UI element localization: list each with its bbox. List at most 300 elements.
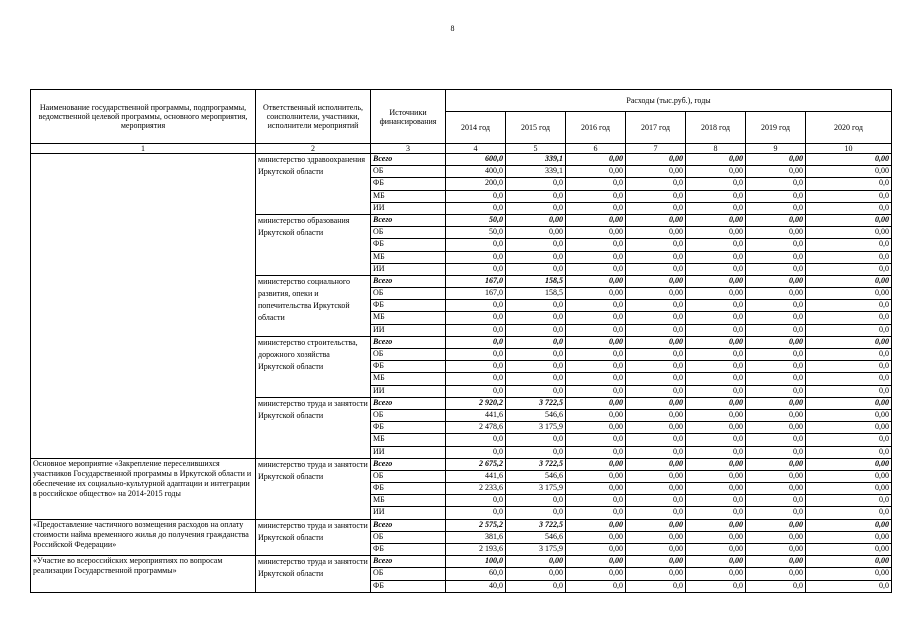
value-cell: 0,0 <box>446 446 506 458</box>
value-cell: 0,00 <box>626 531 686 543</box>
funding-source-cell: Всего <box>371 275 446 287</box>
value-cell: 0,00 <box>806 470 892 482</box>
value-cell: 0,0 <box>686 349 746 361</box>
value-cell: 0,0 <box>746 507 806 519</box>
value-cell: 3 722,5 <box>506 397 566 409</box>
value-cell: 0,0 <box>746 361 806 373</box>
value-cell: 0,0 <box>686 495 746 507</box>
value-cell: 0,00 <box>566 531 626 543</box>
header-expenses: Расходы (тыс.руб.), годы <box>446 90 892 112</box>
value-cell: 0,0 <box>446 361 506 373</box>
value-cell: 0,0 <box>626 251 686 263</box>
value-cell: 0,0 <box>806 434 892 446</box>
value-cell: 0,0 <box>806 178 892 190</box>
value-cell: 0,0 <box>506 312 566 324</box>
header-year: 2015 год <box>506 112 566 144</box>
executor-cell: министерство труда и занятости Иркутской области <box>256 458 371 519</box>
value-cell: 0,00 <box>626 422 686 434</box>
value-cell: 0,00 <box>686 154 746 166</box>
value-cell: 167,0 <box>446 288 506 300</box>
value-cell: 0,0 <box>506 300 566 312</box>
value-cell: 0,00 <box>746 531 806 543</box>
value-cell: 0,0 <box>506 190 566 202</box>
value-cell: 0,0 <box>626 434 686 446</box>
value-cell: 0,00 <box>686 519 746 531</box>
value-cell: 0,00 <box>746 275 806 287</box>
value-cell: 0,00 <box>686 568 746 580</box>
value-cell: 0,00 <box>626 288 686 300</box>
value-cell: 0,0 <box>566 434 626 446</box>
executor-cell: министерство труда и занятости Иркутской области <box>256 397 371 458</box>
value-cell: 0,00 <box>746 397 806 409</box>
value-cell: 0,0 <box>686 178 746 190</box>
funding-source-cell: ИИ <box>371 507 446 519</box>
value-cell: 0,0 <box>566 373 626 385</box>
value-cell: 3 722,5 <box>506 519 566 531</box>
page-number: 8 <box>450 24 455 33</box>
funding-source-cell: ИИ <box>371 202 446 214</box>
value-cell: 0,0 <box>446 312 506 324</box>
value-cell: 600,0 <box>446 154 506 166</box>
value-cell: 0,0 <box>806 361 892 373</box>
funding-source-cell: Всего <box>371 458 446 470</box>
value-cell: 0,00 <box>626 544 686 556</box>
value-cell: 0,00 <box>746 336 806 348</box>
funding-source-cell: ОБ <box>371 568 446 580</box>
value-cell: 0,0 <box>626 312 686 324</box>
value-cell: 546,6 <box>506 470 566 482</box>
value-cell: 0,0 <box>626 324 686 336</box>
funding-source-cell: ФБ <box>371 300 446 312</box>
executor-cell: министерство строительства, дорожного хозяйства Иркутской области <box>256 336 371 397</box>
value-cell: 0,00 <box>686 470 746 482</box>
value-cell: 167,0 <box>446 275 506 287</box>
value-cell: 0,0 <box>806 349 892 361</box>
value-cell: 0,00 <box>686 397 746 409</box>
value-cell: 0,0 <box>566 190 626 202</box>
header-executor: Ответственный исполнитель, соисполнители, участники, исполнители мероприятий <box>256 90 371 144</box>
funding-source-cell: ФБ <box>371 178 446 190</box>
measure-description <box>31 154 256 459</box>
value-cell: 50,0 <box>446 227 506 239</box>
value-cell: 0,0 <box>446 434 506 446</box>
value-cell: 0,00 <box>686 556 746 568</box>
value-cell: 0,0 <box>446 300 506 312</box>
value-cell: 0,00 <box>806 214 892 226</box>
funding-source-cell: ИИ <box>371 263 446 275</box>
funding-source-cell: ОБ <box>371 227 446 239</box>
value-cell: 0,0 <box>566 300 626 312</box>
value-cell: 158,5 <box>506 288 566 300</box>
value-cell: 0,00 <box>686 458 746 470</box>
value-cell: 3 175,9 <box>506 544 566 556</box>
value-cell: 0,0 <box>746 178 806 190</box>
value-cell: 0,00 <box>566 544 626 556</box>
value-cell: 0,0 <box>506 202 566 214</box>
value-cell: 2 478,6 <box>446 422 506 434</box>
value-cell: 339,1 <box>506 154 566 166</box>
value-cell: 0,0 <box>746 263 806 275</box>
value-cell: 0,0 <box>506 361 566 373</box>
value-cell: 2 193,6 <box>446 544 506 556</box>
value-cell: 0,0 <box>506 324 566 336</box>
value-cell: 0,00 <box>566 154 626 166</box>
value-cell: 0,0 <box>446 336 506 348</box>
value-cell: 0,0 <box>686 263 746 275</box>
value-cell: 3 722,5 <box>506 458 566 470</box>
value-cell: 0,00 <box>626 483 686 495</box>
value-cell: 0,0 <box>806 300 892 312</box>
value-cell: 0,0 <box>566 251 626 263</box>
value-cell: 0,0 <box>506 385 566 397</box>
value-cell: 0,00 <box>686 531 746 543</box>
value-cell: 0,0 <box>746 300 806 312</box>
value-cell: 0,0 <box>806 580 892 592</box>
value-cell: 0,00 <box>626 166 686 178</box>
value-cell: 2 233,6 <box>446 483 506 495</box>
value-cell: 0,0 <box>446 385 506 397</box>
value-cell: 60,0 <box>446 568 506 580</box>
value-cell: 0,0 <box>746 385 806 397</box>
value-cell: 0,0 <box>626 446 686 458</box>
value-cell: 0,0 <box>566 324 626 336</box>
value-cell: 0,0 <box>686 373 746 385</box>
value-cell: 0,0 <box>506 239 566 251</box>
funding-source-cell: ФБ <box>371 361 446 373</box>
value-cell: 0,0 <box>686 239 746 251</box>
value-cell: 0,00 <box>746 166 806 178</box>
value-cell: 0,00 <box>746 568 806 580</box>
measure-description: Основное мероприятие «Закрепление переселившихся участников Государственной программы в Иркутской области и обеспечение их социально-культурной адаптации и интеграции в российское общество» на 2014-2015 годы <box>31 458 256 519</box>
value-cell: 0,0 <box>806 507 892 519</box>
value-cell: 0,0 <box>746 202 806 214</box>
table-row <box>31 458 892 470</box>
executor-cell: министерство здравоохранения Иркутской области <box>256 154 371 215</box>
value-cell: 0,00 <box>626 397 686 409</box>
value-cell: 0,0 <box>746 446 806 458</box>
funding-source-cell: МБ <box>371 495 446 507</box>
value-cell: 0,0 <box>686 324 746 336</box>
value-cell: 0,00 <box>806 568 892 580</box>
value-cell: 0,0 <box>566 507 626 519</box>
value-cell: 0,0 <box>506 349 566 361</box>
value-cell: 0,0 <box>566 202 626 214</box>
funding-source-cell: ФБ <box>371 239 446 251</box>
value-cell: 0,0 <box>746 251 806 263</box>
value-cell: 0,0 <box>566 239 626 251</box>
value-cell: 0,00 <box>806 275 892 287</box>
value-cell: 0,0 <box>746 495 806 507</box>
value-cell: 0,00 <box>806 458 892 470</box>
value-cell: 0,0 <box>626 373 686 385</box>
value-cell: 0,00 <box>746 556 806 568</box>
value-cell: 0,0 <box>686 446 746 458</box>
column-number: 10 <box>806 144 892 154</box>
value-cell: 0,0 <box>626 507 686 519</box>
value-cell: 0,00 <box>686 275 746 287</box>
value-cell: 0,0 <box>806 373 892 385</box>
value-cell: 0,00 <box>806 227 892 239</box>
value-cell: 0,00 <box>686 544 746 556</box>
value-cell: 381,6 <box>446 531 506 543</box>
header-year: 2016 год <box>566 112 626 144</box>
value-cell: 0,00 <box>746 227 806 239</box>
value-cell: 0,00 <box>566 288 626 300</box>
value-cell: 200,0 <box>446 178 506 190</box>
value-cell: 0,0 <box>626 361 686 373</box>
value-cell: 2 675,2 <box>446 458 506 470</box>
value-cell: 0,00 <box>746 544 806 556</box>
value-cell: 0,00 <box>806 166 892 178</box>
value-cell: 0,0 <box>566 385 626 397</box>
column-number: 1 <box>31 144 256 154</box>
value-cell: 0,00 <box>566 483 626 495</box>
column-number: 2 <box>256 144 371 154</box>
funding-source-cell: Всего <box>371 214 446 226</box>
value-cell: 0,0 <box>506 178 566 190</box>
value-cell: 0,0 <box>686 300 746 312</box>
column-number: 8 <box>686 144 746 154</box>
funding-source-cell: ОБ <box>371 409 446 421</box>
value-cell: 0,0 <box>746 349 806 361</box>
value-cell: 0,0 <box>626 202 686 214</box>
value-cell: 546,6 <box>506 409 566 421</box>
funding-source-cell: ИИ <box>371 446 446 458</box>
column-number: 6 <box>566 144 626 154</box>
value-cell: 0,00 <box>806 544 892 556</box>
value-cell: 0,0 <box>626 580 686 592</box>
value-cell: 0,00 <box>626 275 686 287</box>
value-cell: 0,0 <box>746 434 806 446</box>
value-cell: 0,00 <box>806 288 892 300</box>
value-cell: 0,00 <box>806 556 892 568</box>
column-number: 3 <box>371 144 446 154</box>
value-cell: 0,0 <box>446 239 506 251</box>
header-source: Источники финансирования <box>371 90 446 144</box>
value-cell: 0,0 <box>446 349 506 361</box>
value-cell: 0,0 <box>686 251 746 263</box>
value-cell: 0,00 <box>506 568 566 580</box>
funding-source-cell: МБ <box>371 373 446 385</box>
value-cell: 0,00 <box>746 483 806 495</box>
value-cell: 0,0 <box>506 495 566 507</box>
value-cell: 0,00 <box>686 288 746 300</box>
funding-source-cell: Всего <box>371 154 446 166</box>
value-cell: 0,00 <box>806 409 892 421</box>
value-cell: 0,00 <box>746 154 806 166</box>
value-cell: 0,00 <box>746 519 806 531</box>
value-cell: 0,00 <box>566 422 626 434</box>
funding-source-cell: Всего <box>371 556 446 568</box>
funding-source-cell: Всего <box>371 397 446 409</box>
table-row <box>31 154 892 166</box>
value-cell: 0,0 <box>566 495 626 507</box>
funding-source-cell: Всего <box>371 519 446 531</box>
funding-source-cell: ОБ <box>371 470 446 482</box>
header-year: 2019 год <box>746 112 806 144</box>
value-cell: 0,0 <box>686 434 746 446</box>
value-cell: 546,6 <box>506 531 566 543</box>
value-cell: 2 920,2 <box>446 397 506 409</box>
value-cell: 0,0 <box>566 178 626 190</box>
value-cell: 0,0 <box>626 190 686 202</box>
value-cell: 0,00 <box>566 409 626 421</box>
value-cell: 0,00 <box>806 483 892 495</box>
value-cell: 0,0 <box>626 385 686 397</box>
value-cell: 0,00 <box>746 470 806 482</box>
value-cell: 3 175,9 <box>506 483 566 495</box>
value-cell: 0,0 <box>506 446 566 458</box>
value-cell: 0,0 <box>506 434 566 446</box>
value-cell: 0,00 <box>806 154 892 166</box>
value-cell: 0,0 <box>446 495 506 507</box>
value-cell: 0,00 <box>686 409 746 421</box>
value-cell: 0,0 <box>686 202 746 214</box>
value-cell: 0,0 <box>446 373 506 385</box>
value-cell: 0,0 <box>806 263 892 275</box>
value-cell: 0,0 <box>506 263 566 275</box>
value-cell: 0,00 <box>746 214 806 226</box>
funding-source-cell: ФБ <box>371 483 446 495</box>
value-cell: 0,00 <box>566 556 626 568</box>
value-cell: 0,00 <box>626 409 686 421</box>
funding-source-cell: ОБ <box>371 349 446 361</box>
value-cell: 0,00 <box>566 275 626 287</box>
column-number: 5 <box>506 144 566 154</box>
value-cell: 0,0 <box>446 251 506 263</box>
value-cell: 0,0 <box>566 349 626 361</box>
value-cell: 0,0 <box>626 495 686 507</box>
column-number: 4 <box>446 144 506 154</box>
value-cell: 0,00 <box>566 214 626 226</box>
value-cell: 0,0 <box>686 361 746 373</box>
value-cell: 0,0 <box>806 446 892 458</box>
value-cell: 0,00 <box>566 458 626 470</box>
header-name: Наименование государственной программы, подпрограммы, ведомственной целевой программы, основного мероприятия, мероприятия <box>31 90 256 144</box>
header-year: 2018 год <box>686 112 746 144</box>
value-cell: 0,0 <box>566 446 626 458</box>
value-cell: 0,00 <box>626 568 686 580</box>
value-cell: 0,00 <box>806 531 892 543</box>
value-cell: 0,00 <box>746 409 806 421</box>
value-cell: 100,0 <box>446 556 506 568</box>
funding-source-cell: ФБ <box>371 544 446 556</box>
value-cell: 0,0 <box>506 580 566 592</box>
value-cell: 0,00 <box>626 336 686 348</box>
value-cell: 0,0 <box>806 385 892 397</box>
value-cell: 0,0 <box>446 263 506 275</box>
header-year: 2014 год <box>446 112 506 144</box>
measure-description: «Участие во всероссийских мероприятиях по вопросам реализации Государственной программы» <box>31 556 256 593</box>
value-cell: 0,00 <box>626 556 686 568</box>
value-cell: 0,00 <box>686 422 746 434</box>
value-cell: 0,00 <box>626 458 686 470</box>
value-cell: 0,0 <box>806 190 892 202</box>
value-cell: 0,0 <box>626 300 686 312</box>
header-year: 2020 год <box>806 112 892 144</box>
value-cell: 0,0 <box>446 202 506 214</box>
value-cell: 0,00 <box>746 288 806 300</box>
value-cell: 40,0 <box>446 580 506 592</box>
funding-source-cell: Всего <box>371 336 446 348</box>
value-cell: 0,0 <box>566 361 626 373</box>
value-cell: 0,00 <box>626 214 686 226</box>
value-cell: 0,00 <box>686 166 746 178</box>
value-cell: 0,0 <box>446 507 506 519</box>
value-cell: 0,0 <box>626 178 686 190</box>
column-number: 9 <box>746 144 806 154</box>
value-cell: 3 175,9 <box>506 422 566 434</box>
value-cell: 0,0 <box>806 312 892 324</box>
expenses-table <box>30 89 892 593</box>
value-cell: 0,00 <box>626 470 686 482</box>
value-cell: 0,0 <box>806 324 892 336</box>
value-cell: 0,0 <box>686 507 746 519</box>
value-cell: 0,0 <box>746 373 806 385</box>
value-cell: 0,0 <box>446 324 506 336</box>
value-cell: 0,0 <box>806 202 892 214</box>
value-cell: 339,1 <box>506 166 566 178</box>
executor-cell: министерство образования Иркутской области <box>256 214 371 275</box>
funding-source-cell: ОБ <box>371 166 446 178</box>
value-cell: 0,00 <box>626 227 686 239</box>
value-cell: 0,0 <box>506 507 566 519</box>
value-cell: 0,0 <box>626 349 686 361</box>
value-cell: 0,0 <box>506 373 566 385</box>
value-cell: 0,0 <box>446 190 506 202</box>
value-cell: 0,00 <box>686 483 746 495</box>
value-cell: 0,00 <box>566 336 626 348</box>
value-cell: 158,5 <box>506 275 566 287</box>
value-cell: 0,00 <box>806 336 892 348</box>
value-cell: 0,0 <box>806 239 892 251</box>
value-cell: 0,00 <box>626 519 686 531</box>
value-cell: 441,6 <box>446 409 506 421</box>
table-row <box>31 519 892 531</box>
value-cell: 0,00 <box>806 422 892 434</box>
value-cell: 0,00 <box>746 422 806 434</box>
funding-source-cell: МБ <box>371 434 446 446</box>
funding-source-cell: МБ <box>371 312 446 324</box>
value-cell: 0,0 <box>806 251 892 263</box>
executor-cell: министерство труда и занятости Иркутской области <box>256 519 371 556</box>
value-cell: 0,0 <box>746 239 806 251</box>
value-cell: 0,00 <box>566 397 626 409</box>
funding-source-cell: МБ <box>371 251 446 263</box>
executor-cell: министерство социального развития, опеки и попечительства Иркутской области <box>256 275 371 336</box>
value-cell: 0,0 <box>806 495 892 507</box>
value-cell: 0,00 <box>506 556 566 568</box>
value-cell: 0,0 <box>626 263 686 275</box>
value-cell: 0,0 <box>566 312 626 324</box>
value-cell: 0,0 <box>746 312 806 324</box>
value-cell: 2 575,2 <box>446 519 506 531</box>
funding-source-cell: ОБ <box>371 531 446 543</box>
funding-source-cell: ИИ <box>371 385 446 397</box>
column-number: 7 <box>626 144 686 154</box>
value-cell: 0,0 <box>746 580 806 592</box>
value-cell: 400,0 <box>446 166 506 178</box>
executor-cell: министерство труда и занятости Иркутской области <box>256 556 371 593</box>
funding-source-cell: ФБ <box>371 422 446 434</box>
value-cell: 0,0 <box>566 263 626 275</box>
value-cell: 0,00 <box>746 458 806 470</box>
measure-description: «Предоставление частичного возмещения расходов на оплату стоимости найма временного жилья до получения гражданства Российской Федерации» <box>31 519 256 556</box>
value-cell: 0,0 <box>746 324 806 336</box>
value-cell: 0,0 <box>626 239 686 251</box>
value-cell: 0,00 <box>566 519 626 531</box>
value-cell: 0,00 <box>686 336 746 348</box>
